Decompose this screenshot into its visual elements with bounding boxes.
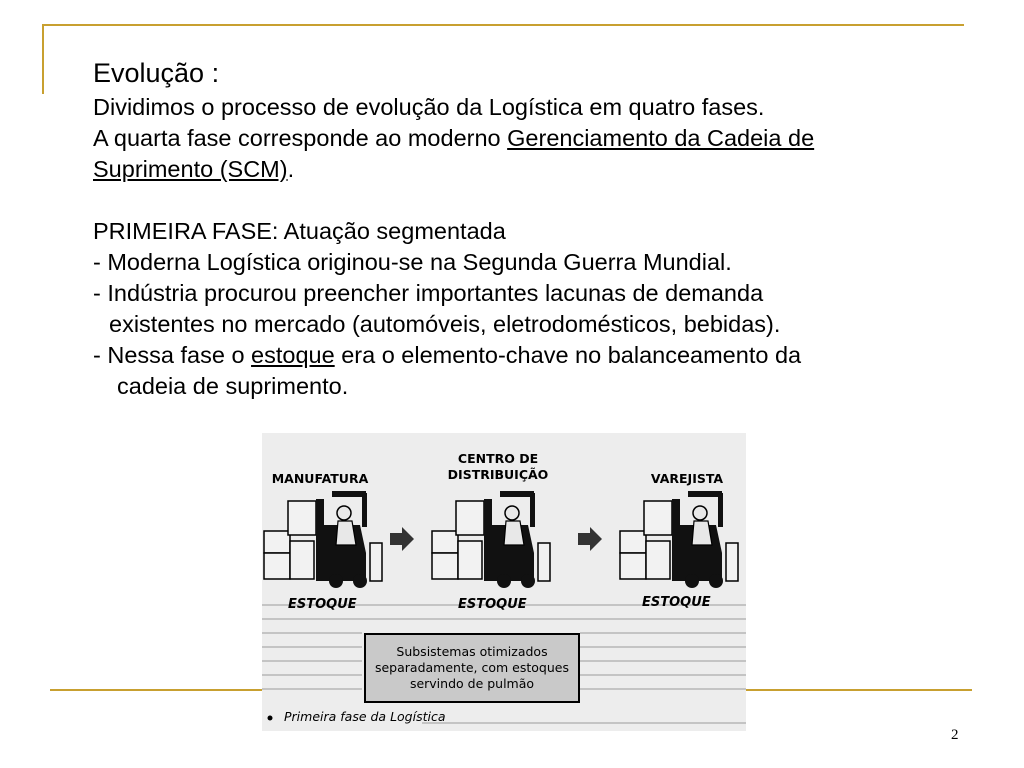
intro-line: Dividimos o processo de evolução da Logística em quatro fases. (93, 94, 765, 120)
bullet-3-continued: cadeia de suprimento. (117, 373, 349, 399)
scm-prefix: A quarta fase corresponde ao moderno (93, 125, 508, 151)
stage-label-varejista: VAREJISTA (650, 471, 724, 486)
box-line-3: servindo de pulmão (409, 676, 535, 691)
bullet-3 (93, 340, 983, 371)
forklift-scene-varejista (620, 491, 738, 588)
logistics-figure (262, 433, 746, 731)
optimized-subsystems-box (364, 633, 580, 703)
top-rule (42, 24, 964, 26)
bullet-2: - Indústria procurou preencher importantes lacunas de demanda (93, 280, 764, 306)
estoque-label-2: ESTOQUE (458, 597, 527, 612)
stage-label-manufatura: MANUFATURA (271, 471, 369, 486)
slide-title: Evolução : (93, 58, 220, 88)
forklift-scene-manufatura (264, 491, 382, 588)
figure-caption: Primeira fase da Logística (284, 709, 446, 724)
estoque-link: estoque (251, 342, 335, 368)
scm-link-part2: Suprimento (SCM) (93, 156, 288, 182)
scm-line-2 (93, 154, 983, 185)
phase-heading: PRIMEIRA FASE: Atuação segmentada (93, 218, 506, 244)
estoque-label-3: ESTOQUE (642, 595, 711, 610)
scm-line (93, 123, 983, 154)
estoque-label-1: ESTOQUE (288, 597, 357, 612)
bullet-1: - Moderna Logística originou-se na Segunda Guerra Mundial. (93, 249, 732, 275)
arrow-right-icon (390, 527, 414, 551)
scm-link-part1: Gerenciamento da Cadeia de (507, 125, 815, 151)
stage-label-distribuicao-1: CENTRO DE (457, 451, 539, 466)
slide-body (93, 54, 983, 402)
arrow-right-icon (578, 527, 602, 551)
page-number: 2 (951, 727, 959, 743)
bullet-3-prefix: - Nessa fase o (93, 342, 252, 368)
caption-bullet-icon (268, 716, 273, 721)
scm-suffix: . (287, 156, 295, 182)
forklift-scene-distribuicao (432, 491, 550, 588)
bullet-3-suffix: era o elemento-chave no balanceamento da (334, 342, 802, 368)
bullet-2-continued: existentes no mercado (automóveis, eletrodomésticos, bebidas). (109, 311, 781, 337)
stage-label-distribuicao-2: DISTRIBUIÇÃO (447, 467, 549, 482)
box-line-2: separadamente, com estoques (374, 660, 569, 675)
left-rule (42, 24, 44, 94)
box-line-1: Subsistemas otimizados (396, 644, 548, 659)
